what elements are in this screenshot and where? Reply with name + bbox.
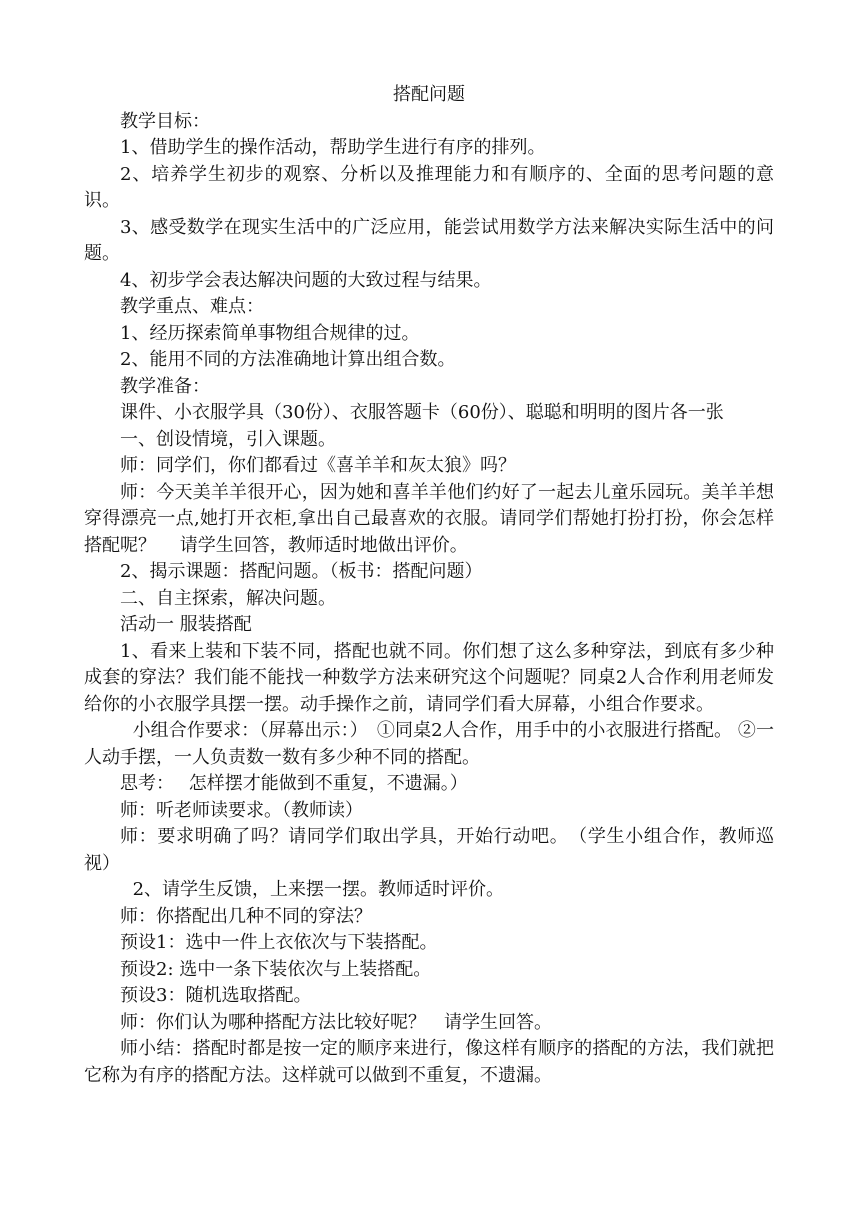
paragraph: 思考： 怎样摆才能做到不重复，不遗漏。） bbox=[120, 773, 468, 794]
paragraph: 师：听老师读要求。（教师读） bbox=[120, 799, 363, 821]
paragraph: 1、经历探索简单事物组合规律的过。 bbox=[120, 322, 420, 344]
paragraph: 2、请学生反馈，上来摆一摆。教师适时评价。 bbox=[132, 879, 505, 900]
paragraph: 3、感受数学在现实生活中的广泛应用，能尝试用数学方法来解决实际生活中的问题。 bbox=[84, 216, 774, 264]
paragraph: 2、能用不同的方法准确地计算出组合数。 bbox=[120, 349, 456, 370]
document-body bbox=[84, 82, 774, 1089]
paragraph: 预设2: 选中一条下装依次与上装搭配。 bbox=[120, 958, 432, 980]
paragraph: 课件、小衣服学具（30份）、衣服答题卡（60份）、聪聪和明明的图片各一张 bbox=[120, 402, 724, 423]
paragraph: 小组合作要求：（屏幕出示：） ①同桌2人合作，用手中的小衣服进行搭配。 ②一人动手摆，一人负责数一数有多少种不同的搭配。 bbox=[84, 720, 774, 768]
paragraph: 二、自主探索，解决问题。 bbox=[120, 587, 336, 609]
paragraph: 4、初步学会表达解决问题的大致过程与结果。 bbox=[120, 269, 492, 291]
paragraph: 教学准备： bbox=[120, 375, 210, 397]
paragraph: 2、培养学生初步的观察、分析以及推理能力和有顺序的、全面的思考问题的意识。 bbox=[84, 163, 774, 211]
paragraph: 师：你们认为哪种搭配方法比较好呢？ 请学生回答。 bbox=[120, 1011, 552, 1033]
paragraph: 师：今天美羊羊很开心，因为她和喜羊羊他们约好了一起去儿童乐园玩。美羊羊想穿得漂亮一点,她打开衣柜,拿出自己最喜欢的衣服。请同学们帮她打扮打扮，你会怎样搭配呢？ 请学生回答，教师适时地做出评价。 bbox=[84, 481, 774, 556]
paragraph: 活动一 服装搭配 bbox=[120, 614, 252, 635]
paragraph: 师小结：搭配时都是按一定的顺序来进行，像这样有顺序的搭配的方法，我们就把它称为有序的搭配方法。这样就可以做到不重复，不遗漏。 bbox=[84, 1038, 774, 1086]
paragraph: 预设3：随机选取搭配。 bbox=[120, 985, 312, 1006]
paragraph: 1、借助学生的操作活动，帮助学生进行有序的排列。 bbox=[120, 137, 546, 158]
paragraph: 一、创设情境，引入课题。 bbox=[120, 428, 336, 450]
paragraph: 师：同学们，你们都看过《喜羊羊和灰太狼》吗？ bbox=[120, 455, 516, 476]
paragraph: 师：你搭配出几种不同的穿法？ bbox=[120, 905, 372, 927]
paragraph: 教学目标： bbox=[120, 110, 210, 132]
paragraph: 预设1：选中一件上衣依次与下装搭配。 bbox=[120, 932, 438, 953]
document-title: 搭配问题 bbox=[393, 84, 465, 105]
paragraph: 1、看来上装和下装不同，搭配也就不同。你们想了这么多种穿法，到底有多少种成套的穿法？我们能不能找一种数学方法来研究这个问题呢？同桌2人合作利用老师发给你的小衣服学具摆一摆。动手操作之前，请同学们看大屏幕，小组合作要求。 bbox=[84, 640, 774, 715]
paragraph: 师：要求明确了吗？请同学们取出学具，开始行动吧。 （学生小组合作，教师巡视） bbox=[84, 826, 774, 874]
paragraph: 2、揭示课题：搭配问题。（板书：搭配问题） bbox=[120, 561, 483, 582]
paragraph: 教学重点、难点： bbox=[120, 296, 264, 317]
